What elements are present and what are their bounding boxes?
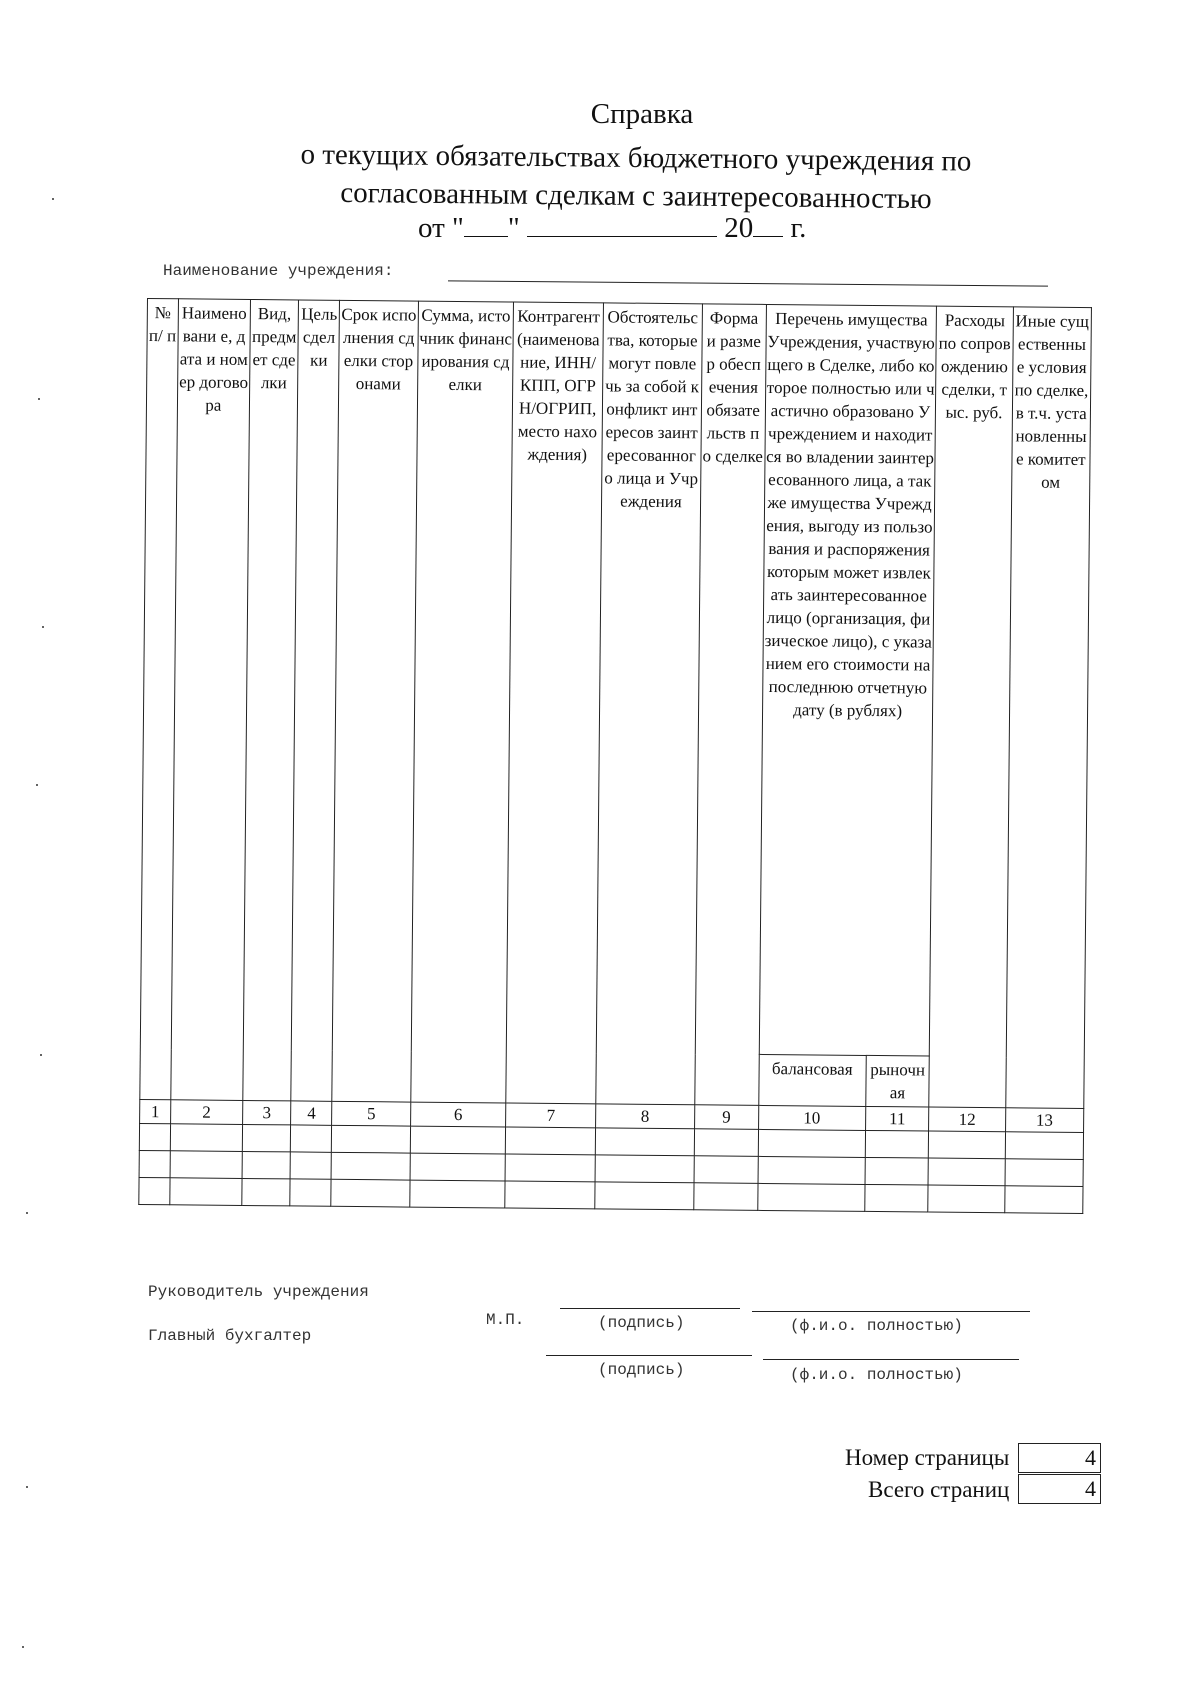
header-cell-purpose: Цель сделки bbox=[291, 300, 340, 1101]
column-number: 13 bbox=[1005, 1108, 1084, 1133]
accountant-signature-caption: (подпись) bbox=[598, 1361, 685, 1379]
column-number: 1 bbox=[140, 1099, 171, 1123]
date-month-blank bbox=[527, 210, 717, 237]
table-header-row bbox=[140, 299, 1091, 1058]
scan-speck bbox=[26, 1486, 28, 1488]
document-subtitle-line1: о текущих обязательствах бюджетного учреждения по bbox=[300, 138, 972, 178]
column-number: 7 bbox=[506, 1103, 596, 1128]
header-cell-other-conditions: Иные существенные условия по сделке, в т.ч. установленные комитетом bbox=[1005, 307, 1091, 1109]
accountant-label: Главный бухгалтер bbox=[148, 1327, 312, 1345]
institution-name-line bbox=[448, 280, 1048, 286]
total-pages-value: 4 bbox=[1018, 1474, 1101, 1504]
document-date: от " " 20 г. bbox=[418, 212, 807, 244]
header-cell-term: Срок исполнения сделки сторонами bbox=[332, 300, 418, 1102]
scan-speck bbox=[22, 1646, 24, 1648]
accountant-name-caption: (ф.и.о. полностью) bbox=[790, 1366, 963, 1384]
column-number: 11 bbox=[865, 1106, 929, 1131]
header-cell-property: Перечень имущества Учреждения, участвующего в Сделке, либо которое полностью или частично образовано Учреждением и находится во владении заинтересованного лица, а также имущества Учреждения, выгоду из пользования и распоряжения которым может извлекать заинтересованное лицо (организация, физическое лицо), с указанием его стоимости на последнюю отчетную дату (в рублях) bbox=[759, 304, 937, 1056]
column-number: 12 bbox=[929, 1107, 1005, 1132]
scan-speck bbox=[38, 398, 40, 400]
accountant-name-line bbox=[763, 1359, 1019, 1360]
column-number: 4 bbox=[291, 1101, 332, 1125]
header-cell-circumstances: Обстоятельства, которые могут повлечь за собой конфликт интересов заинтересованного лица и Учреждения bbox=[596, 303, 702, 1105]
scan-speck bbox=[42, 626, 44, 628]
scan-speck bbox=[40, 1054, 42, 1056]
date-day-blank bbox=[464, 210, 508, 237]
document-title: Справка bbox=[590, 98, 694, 130]
head-name-line bbox=[752, 1311, 1030, 1312]
header-cell-contract: Наименовани е, дата и номер договора bbox=[171, 299, 251, 1101]
date-year-blank bbox=[753, 210, 783, 237]
header-cell-amount: Сумма, источник финансирования сделки bbox=[410, 301, 513, 1103]
column-number: 3 bbox=[242, 1100, 291, 1124]
subheader-cell-market: рыночная bbox=[865, 1055, 929, 1107]
accountant-signature-line bbox=[546, 1355, 752, 1356]
stamp-label: М.П. bbox=[486, 1311, 525, 1329]
column-number: 9 bbox=[694, 1105, 758, 1130]
scan-speck bbox=[52, 198, 54, 200]
obligations-table bbox=[138, 298, 1092, 1214]
column-number: 6 bbox=[410, 1102, 506, 1127]
column-number: 5 bbox=[332, 1101, 410, 1126]
scan-speck bbox=[36, 784, 38, 786]
header-cell-number: № п/ п bbox=[140, 299, 179, 1100]
page-number-value: 4 bbox=[1018, 1443, 1101, 1473]
column-number: 2 bbox=[170, 1100, 242, 1125]
column-number: 10 bbox=[758, 1105, 865, 1130]
header-cell-security: Форма и размер обеспечения обязательств по сделке bbox=[695, 304, 766, 1106]
page-number-label: Номер страницы bbox=[845, 1445, 1010, 1470]
header-cell-counterparty: Контрагент (наименование, ИНН/КПП, ОГРН/ОГРИП, место нахождения) bbox=[506, 302, 603, 1104]
institution-label: Наименование учреждения: bbox=[163, 262, 394, 280]
document-subtitle-line2: согласованным сделкам с заинтересованностью bbox=[340, 176, 932, 216]
header-cell-expenses: Расходы по сопровождению сделки, тыс. руб. bbox=[929, 306, 1013, 1108]
subheader-cell-balance: балансовая bbox=[758, 1054, 866, 1106]
head-signature-caption: (подпись) bbox=[598, 1314, 685, 1332]
scan-speck bbox=[26, 1212, 28, 1214]
total-pages-label: Всего страниц bbox=[868, 1477, 1010, 1502]
head-name-caption: (ф.и.о. полностью) bbox=[790, 1317, 963, 1335]
head-label: Руководитель учреждения bbox=[148, 1283, 369, 1301]
header-cell-subject: Вид, предмет сделки bbox=[243, 299, 299, 1100]
head-signature-line bbox=[560, 1308, 740, 1309]
column-number: 8 bbox=[596, 1104, 695, 1129]
